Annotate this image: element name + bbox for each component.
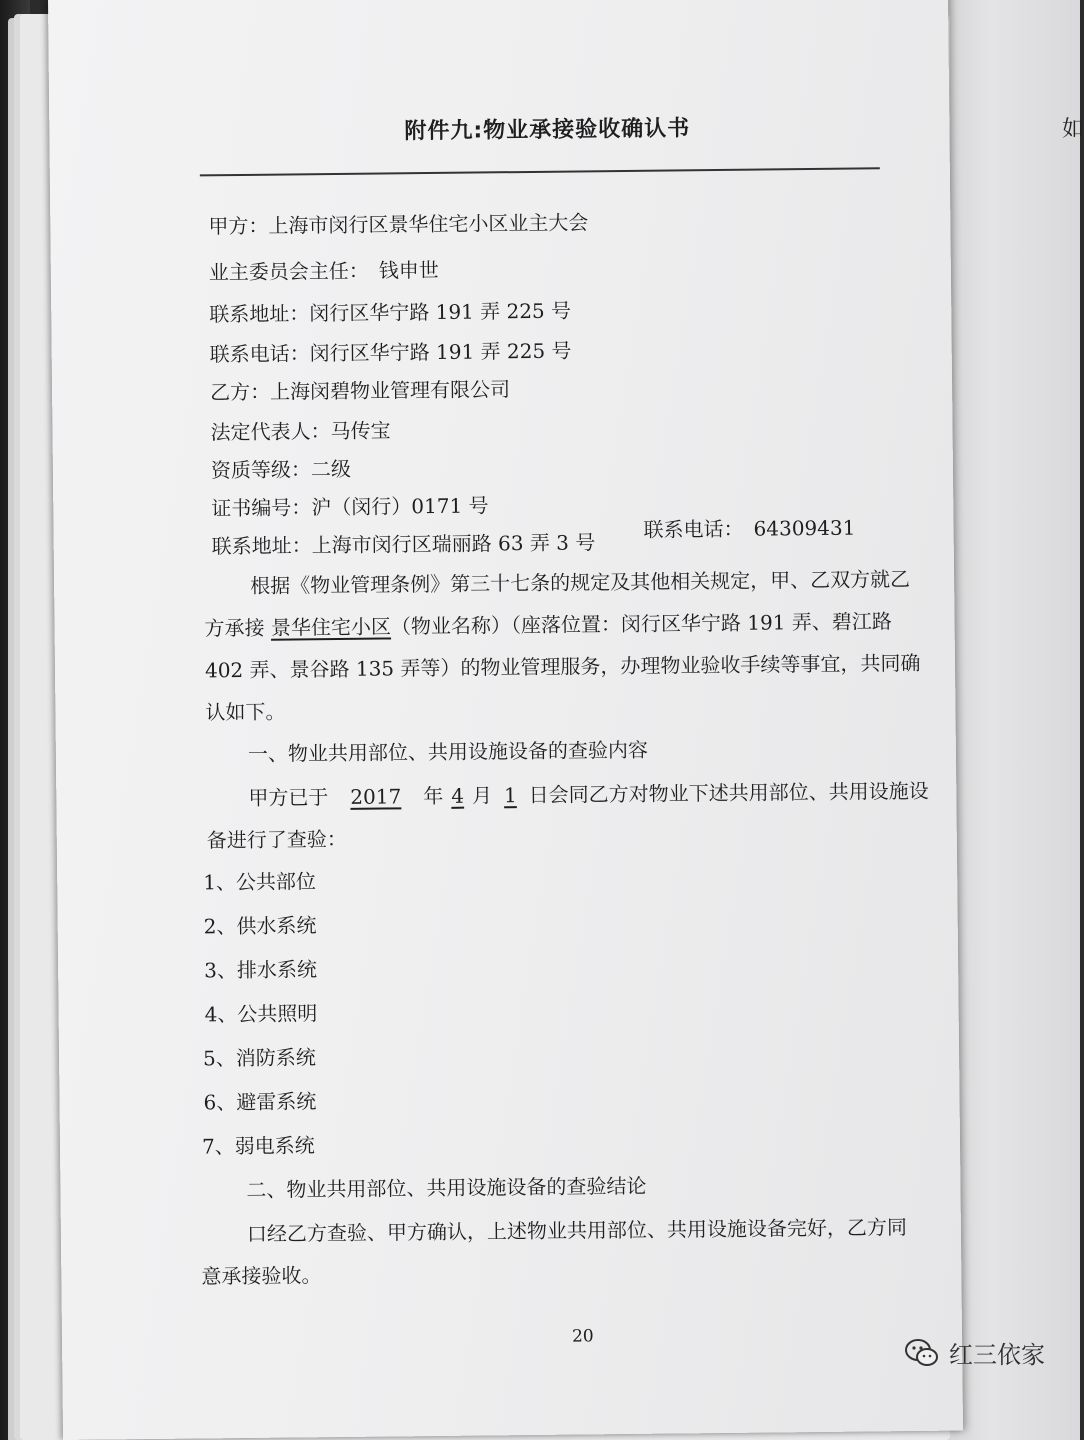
list-item: 6、避雷系统 [203, 1089, 317, 1115]
year-suffix: 年 [423, 783, 444, 809]
document-page [48, 0, 963, 1440]
qualification-level: 资质等级：二级 [210, 456, 352, 483]
month-suffix: 月 [471, 783, 493, 808]
party-a: 甲方：上海市闵行区景华住宅小区业主大会 [208, 210, 589, 239]
party-b-phone: 联系电话： 64309431 [643, 515, 856, 542]
certificate-number: 证书编号：沪（闵行）0171 号 [211, 493, 489, 521]
legal-representative: 法定代表人：马传宝 [210, 418, 391, 445]
paragraph-line-3: 402 弄、景谷路 135 弄等）的物业管理服务，办理物业验收手续等事宜，共同确 [204, 650, 921, 683]
committee-director: 业主委员会主任： 钱申世 [208, 257, 439, 285]
title-rule [200, 167, 880, 176]
section-2-heading: 二、物业共用部位、共用设施设备的查验结论 [246, 1173, 647, 1202]
list-item: 5、消防系统 [202, 1045, 316, 1071]
list-item: 1、公共部位 [203, 869, 317, 895]
date-prefix: 甲方已于 [248, 785, 329, 810]
paragraph-line-2-prefix: 方承接 [204, 615, 272, 641]
paragraph-line-1: 根据《物业管理条例》第三十七条的规定及其他相关规定，甲、乙双方就乙 [250, 567, 911, 598]
inspection-date-line [248, 775, 929, 811]
inspection-month: 4 [451, 783, 465, 808]
inspection-year: 2017 [350, 784, 402, 809]
paragraph-line-2 [204, 605, 892, 641]
party-a-address: 联系地址：闵行区华宁路 191 弄 225 号 [209, 298, 572, 327]
document-title: 附件九:物业承接验收确认书 [404, 116, 691, 145]
inspection-date-line-2: 备进行了查验： [206, 826, 347, 853]
adjacent-page-text: 如 [1062, 117, 1084, 142]
paragraph-line-2-suffix: （物业名称）（座落位置：闵行区华宁路 191 弄、碧江路 [390, 609, 892, 639]
inspection-day: 1 [503, 783, 517, 808]
list-item: 2、供水系统 [203, 913, 317, 939]
page-number: 20 [571, 1326, 594, 1347]
conclusion-line-2: 意承接验收。 [201, 1263, 322, 1289]
list-item: 3、排水系统 [204, 957, 318, 983]
party-b: 乙方：上海闵碧物业管理有限公司 [209, 377, 511, 405]
party-a-phone: 联系电话：闵行区华宁路 191 弄 225 号 [209, 338, 572, 367]
paragraph-line-4: 认如下。 [205, 699, 286, 725]
watermark-text: 红三依家 [949, 1341, 1045, 1369]
date-suffix: 日会同乙方对物业下述共用部位、共用设施设 [528, 778, 929, 808]
party-b-address: 联系地址：上海市闵行区瑞丽路 63 弄 3 号 [211, 530, 596, 559]
list-item: 4、公共照明 [204, 1001, 318, 1027]
conclusion-line-1: 口经乙方查验、甲方确认，上述物业共用部位、共用设施设备完好，乙方同 [246, 1215, 908, 1246]
property-name: 景华住宅小区 [270, 614, 392, 640]
list-item: 7、弱电系统 [201, 1133, 315, 1159]
section-1-heading: 一、物业共用部位、共用设施设备的查验内容 [247, 737, 649, 766]
wechat-icon [905, 1338, 939, 1368]
watermark [905, 1335, 1045, 1370]
